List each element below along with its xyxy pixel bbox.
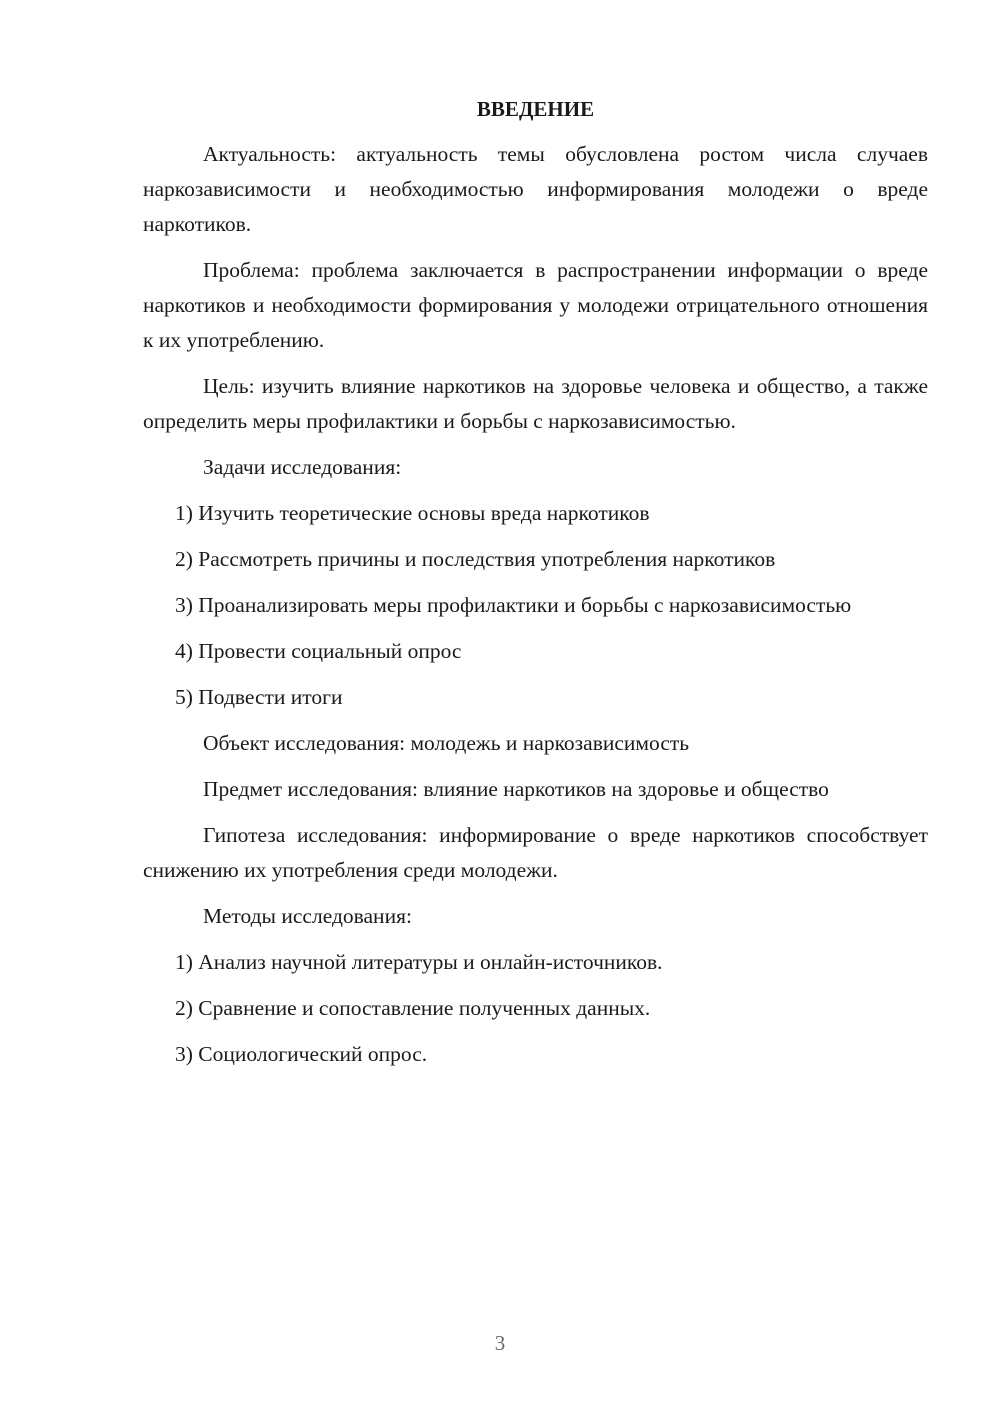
method-item: 3) Социологический опрос.: [175, 1042, 428, 1066]
task-item: 4) Провести социальный опрос: [175, 639, 462, 663]
methods-heading: Методы исследования:: [203, 904, 412, 928]
method-item: 2) Сравнение и сопоставление полученных данных.: [175, 996, 651, 1020]
task-item: 1) Изучить теоретические основы вреда наркотиков: [175, 501, 650, 525]
hypothesis-paragraph: Гипотеза исследования: информирование о вреде наркотиков способствует снижению их употребления среди молодежи.: [143, 823, 928, 882]
relevance-paragraph: Актуальность: актуальность темы обусловлена ростом числа случаев наркозависимости и необходимостью информирования молодежи о вреде наркотиков.: [143, 142, 928, 236]
page-number: 3: [494, 1331, 506, 1355]
subject-paragraph: Предмет исследования: влияние наркотиков на здоровье и общество: [203, 777, 829, 801]
tasks-heading: Задачи исследования:: [203, 455, 402, 479]
task-item: 3) Проанализировать меры профилактики и борьбы с наркозависимостью: [175, 593, 852, 617]
task-item: 5) Подвести итоги: [175, 685, 343, 709]
goal-paragraph: Цель: изучить влияние наркотиков на здоровье человека и общество, а также определить меры профилактики и борьбы с наркозависимостью.: [143, 374, 928, 433]
document-page: [143, 92, 928, 1083]
problem-paragraph: Проблема: проблема заключается в распространении информации о вреде наркотиков и необходимости формирования у молодежи отрицательного отношения к их употреблению.: [143, 258, 928, 352]
object-paragraph: Объект исследования: молодежь и наркозависимость: [203, 731, 690, 755]
task-item: 2) Рассмотреть причины и последствия употребления наркотиков: [175, 547, 776, 571]
section-title: ВВЕДЕНИЕ: [476, 97, 595, 121]
method-item: 1) Анализ научной литературы и онлайн-источников.: [175, 950, 663, 974]
